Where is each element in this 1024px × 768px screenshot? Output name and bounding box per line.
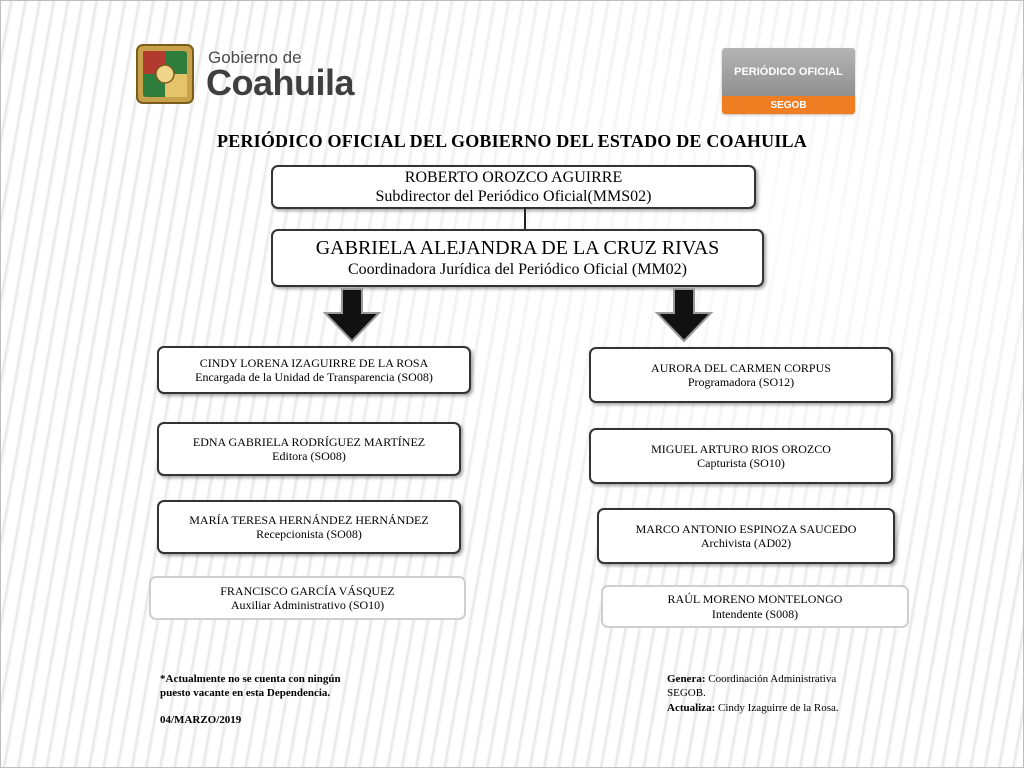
down-arrow-left-icon [322,287,382,343]
staff-box-left-2 [157,422,461,476]
periodico-oficial-badge [722,48,855,114]
connector-line [524,207,526,229]
badge-top-text: PERIÓDICO OFICIAL [722,48,855,96]
staff-name: MIGUEL ARTURO RIOS OROZCO [651,441,831,456]
staff-box-left-3 [157,500,461,554]
staff-box-right-4 [601,585,909,628]
staff-role: Auxiliar Administrativo (SO10) [230,598,385,612]
subdirector-box [271,165,756,209]
vacancy-note [160,672,341,727]
staff-role: Intendente (S008) [711,606,799,621]
actualiza-label: Actualiza: [667,701,716,714]
coat-of-arms-icon [136,44,194,104]
staff-name: CINDY LORENA IZAGUIRRE DE LA ROSA [199,355,429,370]
note-line-2: puesto vacante en esta Dependencia. [160,687,331,700]
page-title: PERIÓDICO OFICIAL DEL GOBIERNO DEL ESTADO DE COAHUILA [217,131,807,151]
staff-box-right-1 [589,347,893,403]
genera-value: Coordinación Administrativa [708,673,837,685]
staff-name: MARÍA TERESA HERNÁNDEZ HERNÁNDEZ [189,512,429,527]
subdirector-role: Subdirector del Periódico Oficial(MMS02) [375,188,652,205]
staff-box-right-3 [597,508,895,564]
footer-date: 04/MARZO/2019 [160,713,242,726]
staff-name: RAÚL MORENO MONTELONGO [667,592,843,607]
genera-label: Genera: [667,673,706,685]
staff-role: Encargada de la Unidad de Transparencia (SO08) [195,370,433,384]
logo-text-small: Gobierno de [208,48,302,67]
credits [667,672,839,715]
staff-name: MARCO ANTONIO ESPINOZA SAUCEDO [635,521,857,536]
staff-name: EDNA GABRIELA RODRÍGUEZ MARTÍNEZ [192,434,426,449]
staff-role: Recepcionista (SO08) [256,527,362,541]
staff-name: FRANCISCO GARCÍA VÁSQUEZ [220,583,395,598]
staff-role: Capturista (SO10) [697,456,785,470]
staff-name: AURORA DEL CARMEN CORPUS [651,360,831,375]
badge-bottom-text: SEGOB [722,96,855,114]
down-arrow-right-icon [654,287,714,343]
staff-box-right-2 [589,428,893,484]
subdirector-name: ROBERTO OROZCO AGUIRRE [404,168,623,186]
logo-text-big: Coahuila [206,62,355,103]
coahuila-logo [136,42,366,108]
coordinator-role: Coordinadora Jurídica del Periódico Oficial (MM02) [347,261,688,279]
coordinator-box [271,229,764,287]
staff-box-left-4 [149,576,466,620]
staff-box-left-1 [157,346,471,394]
note-line-1: *Actualmente no se cuenta con ningún [160,673,341,685]
staff-role: Programadora (SO12) [687,375,795,389]
coordinator-name: GABRIELA ALEJANDRA DE LA CRUZ RIVAS [315,237,720,260]
actualiza-value: Cindy Izaguirre de la Rosa. [718,701,839,714]
staff-role: Editora (SO08) [272,449,346,463]
staff-role: Archivista (AD02) [700,536,792,550]
genera-value-2: SEGOB. [667,687,706,700]
